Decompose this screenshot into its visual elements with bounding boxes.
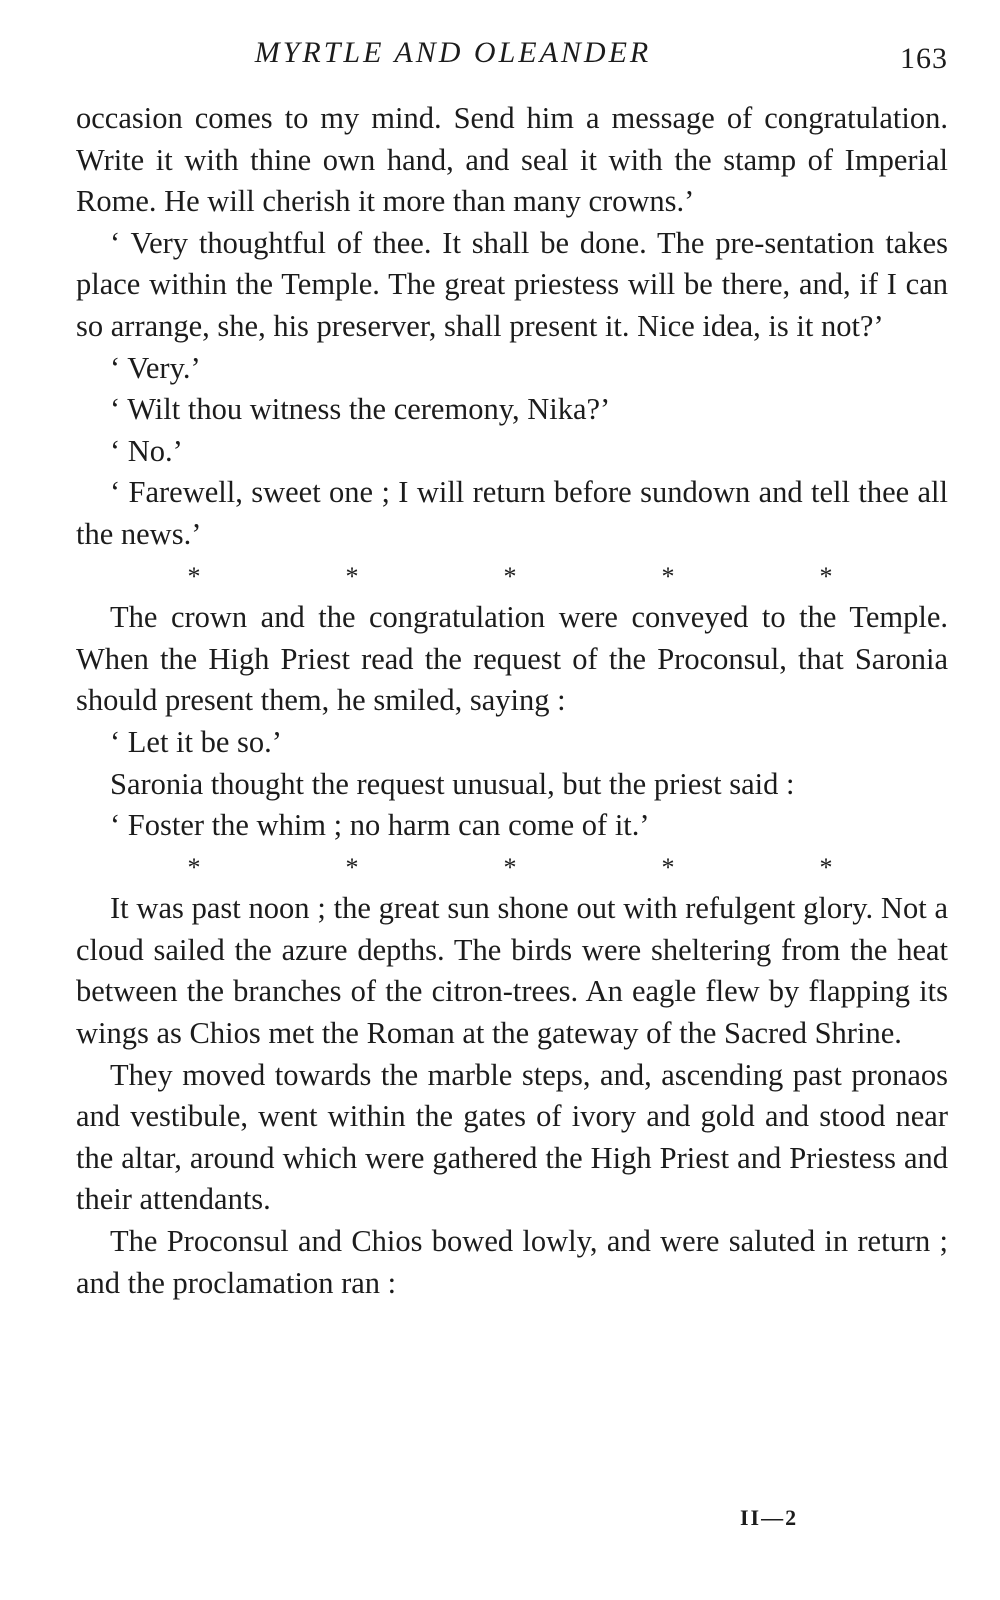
star-mark: * (819, 561, 833, 591)
star-mark: * (187, 561, 201, 591)
printer-signature: II—2 (740, 1505, 799, 1530)
section-break (76, 556, 948, 598)
paragraph: They moved towards the marble steps, and, ascending past pronaos and vestibule, went within the gates of ivory and gold and stood near the altar, around which were gathered the High Priest and Priestess and their attendants. (76, 1057, 948, 1217)
paragraph: It was past noon ; the great sun shone out with refulgent glory. Not a cloud sailed the azure depths. The birds were sheltering from the heat between the branches of the citron-trees. An eagle flew by flapping its wings as Chios met the Roman at the gateway of the Sacred Shrine. (76, 891, 948, 1051)
star-mark: * (661, 852, 675, 882)
star-mark: * (345, 561, 359, 591)
star-mark: * (661, 561, 675, 591)
section-break (76, 847, 948, 889)
running-title: MYRTLE AND OLEANDER (254, 36, 652, 69)
body-text (76, 98, 948, 1304)
paragraph: The Proconsul and Chios bowed lowly, and were saluted in return ; and the proclamation ran : (76, 1224, 948, 1300)
star-mark: * (503, 852, 517, 882)
paragraph: ‘ No.’ (110, 433, 183, 468)
running-head (78, 32, 948, 82)
paragraph: The crown and the congratulation were conveyed to the Temple. When the High Priest read the request of the Proconsul, that Saronia should present them, he smiled, saying : (76, 600, 948, 718)
page-number: 163 (900, 42, 948, 75)
paragraph: ‘ Foster the whim ; no harm can come of it.’ (110, 808, 650, 843)
star-mark: * (819, 852, 833, 882)
paragraph: ‘ Very thoughtful of thee. It shall be done. The pre-sentation takes place within the Temple. The great priestess will be there, and, if I can so arrange, she, his preserver, shall present it. Nice idea, is it not?’ (76, 225, 948, 343)
star-mark: * (187, 852, 201, 882)
star-mark: * (345, 852, 359, 882)
paragraph: Saronia thought the request unusual, but the priest said : (110, 766, 795, 801)
paragraph: ‘ Wilt thou witness the ceremony, Nika?’ (110, 392, 611, 427)
star-mark: * (503, 561, 517, 591)
paragraph: ‘ Farewell, sweet one ; I will return before sundown and tell thee all the news.’ (76, 475, 948, 551)
paragraph: occasion comes to my mind. Send him a message of congratulation. Write it with thine own hand, and seal it with the stamp of Imperial Rome. He will cherish it more than many crowns.’ (76, 101, 948, 219)
paragraph: ‘ Very.’ (110, 350, 201, 385)
paragraph: ‘ Let it be so.’ (110, 724, 282, 759)
